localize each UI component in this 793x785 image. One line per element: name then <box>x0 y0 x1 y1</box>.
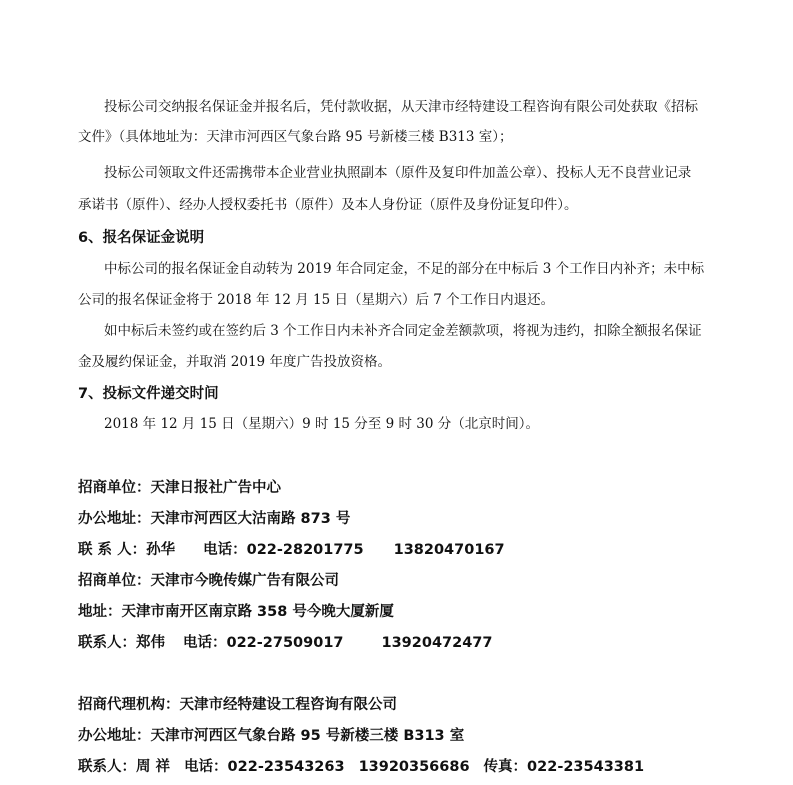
contact-3-unit: 招商代理机构：天津市经特建设工程咨询有限公司 <box>78 697 397 713</box>
section-6-paragraph-1-line-2: 公司的报名保证金将于 2018 年 12 月 15 日（星期六）后 7 个工作日内退还。 <box>78 292 555 308</box>
section-6-heading: 6、报名保证金说明 <box>78 230 205 246</box>
intro-paragraph-2-line-1: 投标公司领取文件还需携带本企业营业执照副本（原件及复印件加盖公章）、投标人无不良营业记录 <box>104 165 692 181</box>
contact-2-phone: 电话：022-27509017 <box>183 635 344 651</box>
contact-3-phone: 电话：022-23543263 <box>184 759 345 775</box>
contact-3-address: 办公地址：天津市河西区气象台路 95 号新楼三楼 B313 室 <box>78 728 465 744</box>
section-7-text: 2018 年 12 月 15 日（星期六）9 时 15 分至 9 时 30 分（北京时间）。 <box>104 416 539 432</box>
contact-1-phone-line <box>78 540 505 560</box>
section-6-paragraph-2-line-1: 如中标后未签约或在签约后 3 个工作日内未补齐合同定金差额款项，将视为违约，扣除全额报名保证 <box>104 323 702 339</box>
contact-2-unit: 招商单位：天津市今晚传媒广告有限公司 <box>78 573 339 589</box>
contact-1-unit: 招商单位：天津日报社广告中心 <box>78 480 281 496</box>
intro-paragraph-2-line-2: 承诺书（原件）、经办人授权委托书（原件）及本人身份证（原件及身份证复印件）。 <box>78 197 578 213</box>
contact-2-mobile: 13920472477 <box>381 635 493 651</box>
section-6-paragraph-1-line-1: 中标公司的报名保证金自动转为 2019 年合同定金，不足的部分在中标后 3 个工作日内补齐；未中标 <box>104 261 705 277</box>
contact-1-phone: 电话：022-28201775 <box>203 542 364 558</box>
section-6-paragraph-2-line-2: 金及履约保证金，并取消 2019 年度广告投放资格。 <box>78 354 391 370</box>
intro-paragraph-1-line-2: 文件》（具体地址为：天津市河西区气象台路 95 号新楼三楼 B313 室）； <box>78 129 513 145</box>
contact-2-phone-line <box>78 633 492 653</box>
contact-3-mobile: 13920356686 <box>358 759 470 775</box>
contact-2-person: 联系人：郑伟 <box>78 635 165 651</box>
contact-1-mobile: 13820470167 <box>393 542 505 558</box>
contact-3-phone-line <box>78 757 644 777</box>
contact-3-person: 联系人：周 祥 <box>78 759 171 775</box>
contact-3-fax: 传真：022-23543381 <box>483 759 645 775</box>
contact-2-address: 地址：天津市南开区南京路 358 号今晚大厦新厦 <box>78 604 394 620</box>
contact-1-address: 办公地址：天津市河西区大沽南路 873 号 <box>78 511 351 527</box>
section-7-heading: 7、投标文件递交时间 <box>78 386 219 402</box>
intro-paragraph-1-line-1: 投标公司交纳报名保证金并报名后，凭付款收据，从天津市经特建设工程咨询有限公司处获取《招标 <box>104 99 698 115</box>
contact-1-person: 联 系 人：孙华 <box>78 542 176 558</box>
